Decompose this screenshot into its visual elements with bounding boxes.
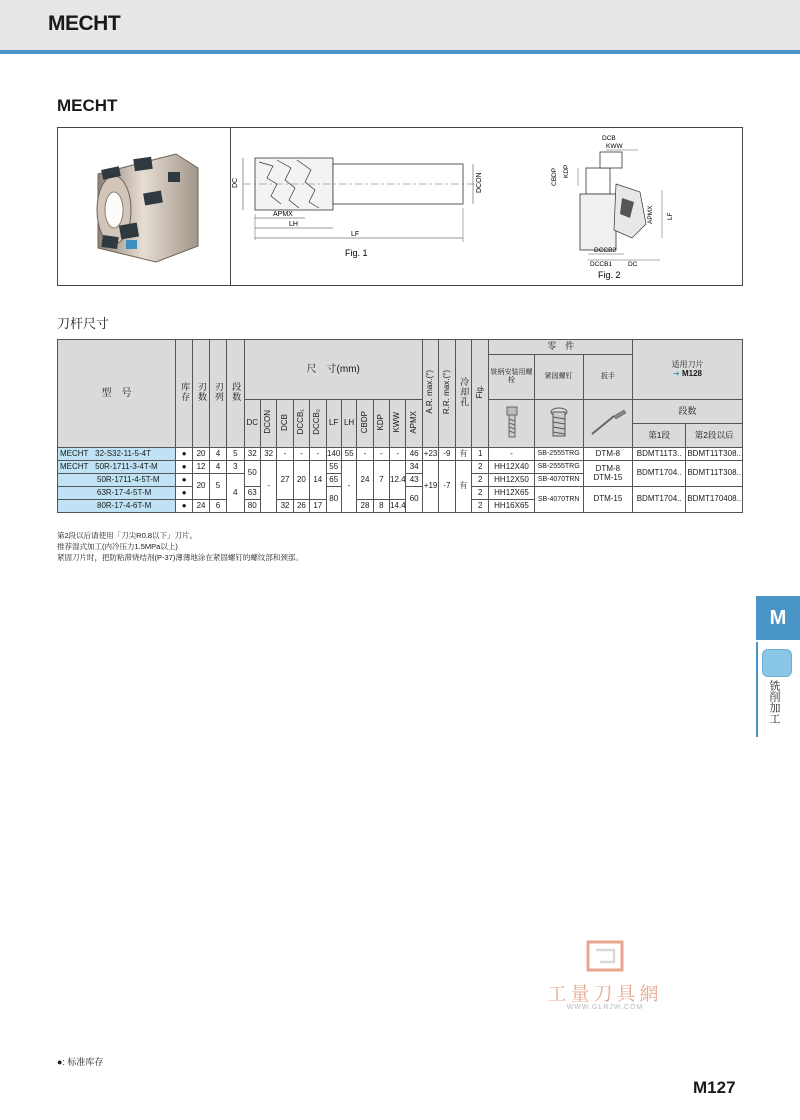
kdp: - <box>373 448 389 461</box>
apmx: 43 <box>406 474 422 487</box>
stock-dot: ● <box>175 461 192 474</box>
insert-stage2: BDMT11T308.. <box>686 448 743 461</box>
insert-stage1: BDMT11T3.. <box>633 448 686 461</box>
fig1-dc-label: DC <box>232 177 239 188</box>
fig1-caption: Fig. 1 <box>345 248 368 258</box>
kdp: 7 <box>373 461 389 500</box>
watermark-url: WWW.GLRJW.COM <box>566 1004 644 1011</box>
flutes: 20 <box>193 474 209 500</box>
table-notes <box>57 530 303 563</box>
ar: +23 <box>422 448 438 461</box>
stock-dot: ● <box>175 448 192 461</box>
rows: 4 <box>209 461 226 474</box>
fig2-kww-label: KWW <box>606 143 623 150</box>
kww: 14.4 <box>390 500 406 513</box>
table-subtitle: 刀杆尺寸 <box>57 316 110 331</box>
rows: 4 <box>209 448 226 461</box>
apmx: 46 <box>406 448 422 461</box>
screw: SB-4070TRN <box>534 487 583 513</box>
screw: SB-2555TRG <box>534 461 583 474</box>
rows: 6 <box>209 500 226 513</box>
coolant: 有 <box>455 461 471 513</box>
section-title: MECHT <box>57 96 118 115</box>
fig2-dcb-label: DCB <box>602 135 616 142</box>
insert-ref: ➜ M128 <box>673 368 702 378</box>
wrench: DTM-15 <box>583 487 632 513</box>
fig2-apmx-label: APMX <box>647 205 654 224</box>
header-rows: 刃列 <box>209 340 226 448</box>
fig: 2 <box>472 487 489 500</box>
fig2-dccb1-label: DCCB1 <box>590 261 613 268</box>
fig2-kdp-label: KDP <box>563 164 570 178</box>
steps: 5 <box>227 448 244 461</box>
rr: -9 <box>439 448 455 461</box>
header-steps: 段数 <box>227 340 244 448</box>
fig1-lf-label: LF <box>351 231 360 238</box>
fig2-lf-label: LF <box>667 212 674 220</box>
insert-stage2: BDMT170408.. <box>686 487 743 513</box>
steps: 3 <box>227 461 244 474</box>
header-rr: R.R. max.(°) <box>439 340 455 448</box>
milling-icon <box>762 649 792 677</box>
flutes: 20 <box>193 448 209 461</box>
insert-title: 适用刀片 <box>671 359 704 369</box>
bolt-icon <box>489 400 534 448</box>
lh: 55 <box>341 448 356 461</box>
fig: 2 <box>472 474 489 487</box>
side-tab-line <box>756 642 758 737</box>
header-insert <box>633 340 743 400</box>
stock-legend: ●: 标准库存 <box>57 1057 104 1067</box>
header-screw: 紧固螺钉 <box>534 355 583 400</box>
dcon: - <box>260 461 276 513</box>
insert-stage1: BDMT1704.. <box>633 487 686 513</box>
dccb2: 17 <box>310 500 326 513</box>
header-ar: A.R. max.(°) <box>422 340 438 448</box>
kww: - <box>390 448 406 461</box>
rows: 5 <box>209 474 226 500</box>
fig: 2 <box>472 500 489 513</box>
dcb: 32 <box>277 500 293 513</box>
dcon: 32 <box>260 448 276 461</box>
dim-dccb2: DCCB₂ <box>310 400 326 448</box>
header-dims: 尺 寸(mm) <box>244 340 422 400</box>
watermark-text: 工量刀具網 <box>547 984 663 1005</box>
dccb1: - <box>293 448 309 461</box>
model-cell: MECHT 50R-1711-3-4T-M <box>58 461 176 474</box>
header-bolt: 铣柄安装用螺栓 <box>489 355 534 400</box>
flutes: 24 <box>193 500 209 513</box>
apmx: 34 <box>406 461 422 474</box>
model-cell: 80R-17-4-6T-M <box>58 500 176 513</box>
header-parts: 零 件 <box>489 340 633 355</box>
dccb1: 26 <box>293 500 309 513</box>
ar: +19 <box>422 461 438 513</box>
spec-table <box>57 339 743 513</box>
wrench-icon <box>583 400 632 448</box>
dim-dc: DC <box>244 400 260 448</box>
fig2-cbdp-label: CBDP <box>551 167 558 186</box>
side-tab[interactable]: M <box>756 596 800 640</box>
fig: 2 <box>472 461 489 474</box>
side-tab-label: 铣削加工 <box>768 680 780 724</box>
stock-dot: ● <box>175 474 192 487</box>
fig1-drawing <box>233 128 493 285</box>
header-flutes: 刃数 <box>193 340 209 448</box>
steps: 4 <box>227 474 244 513</box>
insert-stage1: BDMT1704.. <box>633 461 686 487</box>
dc: 63 <box>244 487 260 500</box>
dim-cbdp: CBDP <box>357 400 373 448</box>
header-coolant: 冷却孔 <box>455 340 471 448</box>
kww: 12.4 <box>390 461 406 500</box>
model-cell: 50R-1711-4-5T-M <box>58 474 176 487</box>
fig2-dccb2-label: DCCB2 <box>594 247 617 254</box>
dim-lf: LF <box>326 400 341 448</box>
header-stage2: 第2段以后 <box>686 424 743 448</box>
bolt: HH16X65 <box>489 500 534 513</box>
screw: SB-4070TRN <box>534 474 583 487</box>
dccb2: 14 <box>310 461 326 500</box>
tool-photo <box>58 128 230 285</box>
table-row <box>58 461 743 474</box>
figure-divider <box>230 128 231 285</box>
stock-dot: ● <box>175 487 192 500</box>
header-stock: 库存 <box>175 340 192 448</box>
figure-box <box>57 127 743 286</box>
model-cell: MECHT 32-S32-11-5-4T <box>58 448 176 461</box>
page-header <box>0 0 800 50</box>
stock-dot: ● <box>175 500 192 513</box>
rr: -7 <box>439 461 455 513</box>
insert-stage2: BDMT11T308.. <box>686 461 743 487</box>
dim-kww: KWW <box>390 400 406 448</box>
dcb: - <box>277 448 293 461</box>
fig1-dcon-label: DCON <box>476 172 483 193</box>
header-stage1: 第1段 <box>633 424 686 448</box>
dc: 80 <box>244 500 260 513</box>
header-accent-bar <box>0 50 800 54</box>
bolt: HH12X50 <box>489 474 534 487</box>
lf: 140 <box>326 448 341 461</box>
fig1-apmx-label: APMX <box>273 211 293 218</box>
dc: 32 <box>244 448 260 461</box>
wrench: DTM-8 <box>583 448 632 461</box>
fig1-lh-label: LH <box>289 221 298 228</box>
fig2-drawing <box>548 128 688 285</box>
fig2-dc-label: DC <box>628 261 638 268</box>
bolt: HH12X65 <box>489 487 534 500</box>
note-line: 推荐湿式加工(内冷压力1.5MPa以上) <box>57 542 178 551</box>
bolt: HH12X40 <box>489 461 534 474</box>
cbdp: - <box>357 448 373 461</box>
note-line: 第2段以后请使用「刀尖R0.8以下」刀片。 <box>57 531 198 540</box>
arrow-right-icon: ➜ <box>673 368 680 378</box>
dim-dccb1: DCCB₁ <box>293 400 309 448</box>
header-stage: 段数 <box>633 400 743 424</box>
lh: - <box>341 461 356 513</box>
dim-lh: LH <box>341 400 356 448</box>
note-line: 紧固刀片时，把防粘滞烧结剂(P-37)薄薄地涂在紧固螺钉的螺纹部和颈部。 <box>57 553 303 562</box>
dim-dcb: DCB <box>277 400 293 448</box>
kdp: 8 <box>373 500 389 513</box>
dim-apmx: APMX <box>406 400 422 448</box>
lf: 55 <box>326 461 341 474</box>
coolant: 有 <box>455 448 471 461</box>
lf: 65 <box>326 474 341 487</box>
dc: 50 <box>244 461 260 487</box>
bolt: - <box>489 448 534 461</box>
lf: 80 <box>326 487 341 513</box>
dim-dcon: DCON <box>260 400 276 448</box>
header-model: 型 号 <box>58 340 176 448</box>
screw-icon <box>534 400 583 448</box>
flutes: 12 <box>193 461 209 474</box>
header-fig: Fig. <box>472 340 489 448</box>
dim-kdp: KDP <box>373 400 389 448</box>
dccb2: - <box>310 448 326 461</box>
dcb: 27 <box>277 461 293 500</box>
screw: SB-2555TRG <box>534 448 583 461</box>
header-wrench: 扳手 <box>583 355 632 400</box>
model-cell: 63R-17-4-5T-M <box>58 487 176 500</box>
cbdp: 28 <box>357 500 373 513</box>
wrench: DTM-8 DTM-15 <box>583 461 632 487</box>
header-title: MECHT <box>48 12 121 35</box>
table-row <box>58 448 743 461</box>
dccb1: 20 <box>293 461 309 500</box>
cbdp: 24 <box>357 461 373 500</box>
fig2-caption: Fig. 2 <box>598 270 621 280</box>
page-number: M127 <box>693 1078 736 1097</box>
apmx: 60 <box>406 487 422 513</box>
fig: 1 <box>472 448 489 461</box>
